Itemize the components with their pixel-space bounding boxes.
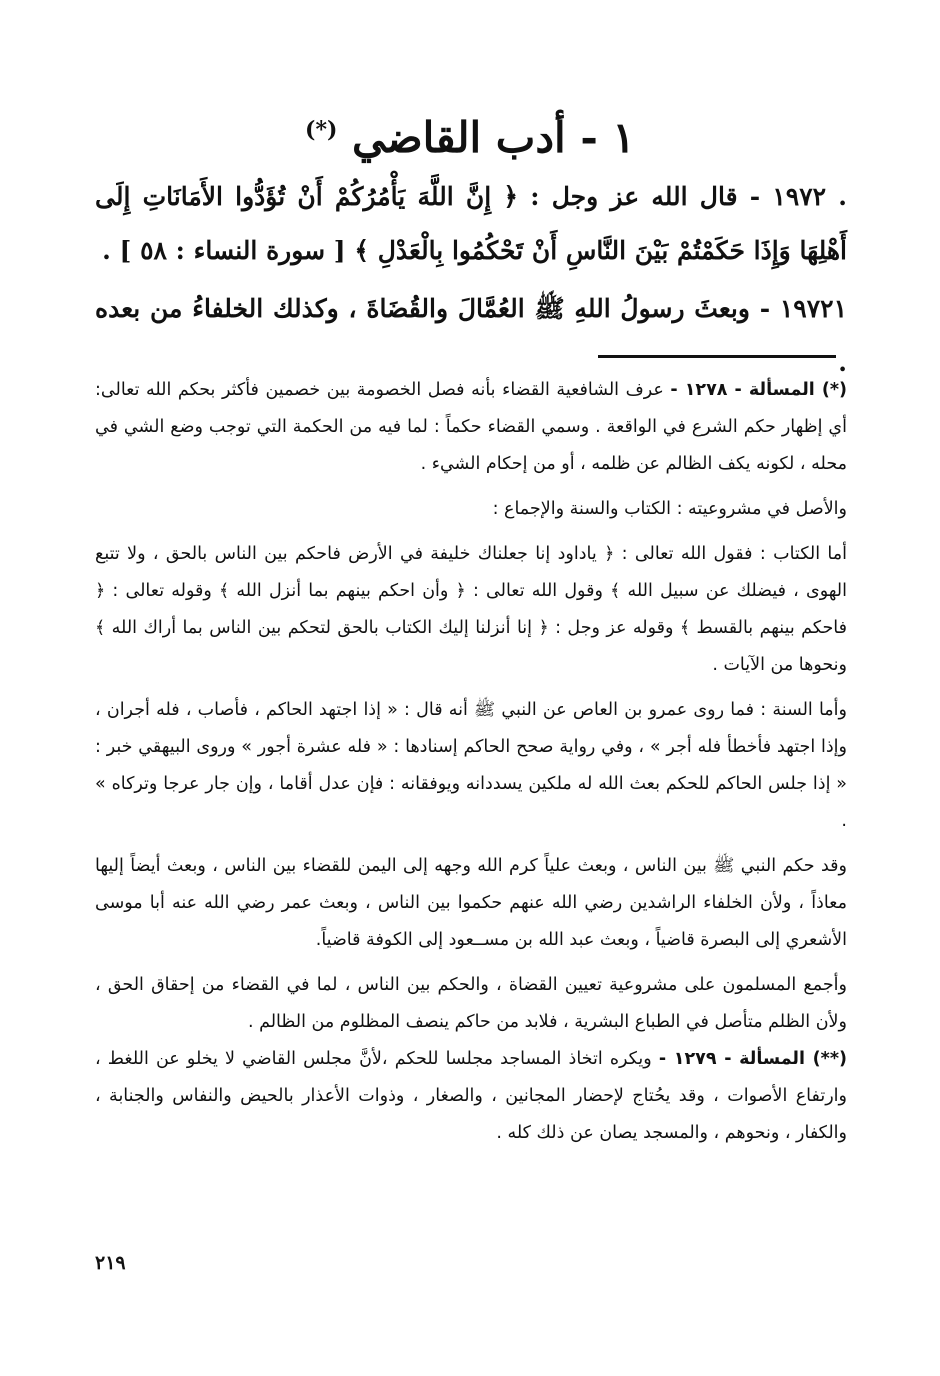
footnote-ijma: وأجمع المسلمون على مشروعية تعيين القضاة ، والحكم بين الناس ، لما في القضاء من إحقاق الحق ، ولأن الظلم متأصل في الطباع البشرية ، فلابد من حاكم ينصف المظلوم من الظالم .: [95, 975, 847, 1032]
footnotes: [95, 372, 847, 1160]
title-footnote-mark: (*): [305, 117, 338, 143]
footnote-1279: [95, 1041, 847, 1152]
footnote-asl: والأصل في مشروعيته : الكتاب والسنة والإجماع :: [492, 499, 847, 519]
main-paragraph-19721: ١٩٧٢١ - وبعثَ رسولُ اللهِ ﷺ العُمَّالَ والقُضَاةَ ، وكذلك الخلفاءُ من بعده .: [95, 294, 847, 377]
footnote-sunna: وأما السنة : فما روى عمرو بن العاص عن النبي ﷺ أنه قال : « إذا اجتهد الحاكم ، فأصاب ، فله أجران ، وإذا اجتهد فأخطأ فله أجر » ، وفي رواية صحح الحاكم إسنادها : « فله عشرة أجور » وروى البيهقي خبر : « إذا جلس الحاكم للحكم بعث الله له ملكين يسددانه ويوفقانه : فإن عدل أقاما ، وإن جار عرجا وتركاه » .: [95, 700, 847, 831]
footnote-separator: [598, 355, 836, 358]
chapter-title-text: ١ - أدب القاضي: [352, 113, 635, 162]
page-number: ٢١٩: [95, 1252, 126, 1274]
footnote-1278: [95, 372, 847, 483]
footnote-1278-label: (*) المسألة - ١٢٧٨ -: [670, 380, 847, 400]
footnote-hukm: وقد حكم النبي ﷺ بين الناس ، وبعث علياً كرم الله وجهه إلى اليمن للقضاء بين الناس ، وبعث أيضاً إليها معاذاً ، ولأن الخلفاء الراشدين رضي الله عنهم حكموا بين الناس ، وبعث عمر رضي الله عنه أبا موسى الأشعري إلى البصرة قاضياً ، وبعث عبد الله بن مســعود إلى الكوفة قاضياً.: [95, 856, 847, 950]
main-paragraph-1972: . ١٩٧٢ - قال الله عز وجل : ﴿ إِنَّ اللَّهَ يَأْمُرُكُمْ أَنْ تُؤَدُّوا الأَمَانَاتِ إِلَى أَهْلِهَا وَإِذَا حَكَمْتُمْ بَيْنَ النَّاسِ أَنْ تَحْكُمُوا بِالْعَدْلِ ﴾ [ سورة النساء : ٥٨ ] .: [95, 182, 847, 265]
footnote-1279-label: (**) المسألة - ١٢٧٩ -: [658, 1049, 847, 1069]
footnote-1279-text: ويكره اتخاذ المساجد مجلسا للحكم ،لأنَّ مجلس القاضي لا يخلو عن اللغط ، وارتفاع الأصوات ، وقد يحُتاج لإحضار المجانين ، والصغار ، وذوات الأعذار بالحيض والنفاس والجنابة ، والكفار ، ونحوهم ، والمسجد يصان عن ذلك كله .: [95, 1049, 847, 1143]
footnote-1278-text: عرف الشافعية القضاء بأنه فصل الخصومة بين خصمين فأكثر بحكم الله تعالى: أي إظهار حكم الشرع في الواقعة . وسمي القضاء حكماً : لما فيه من الحكمة التي توجب وضع الشي في محله ، لكونه يكف الظالم عن ظلمه ، أو من إحكام الشيء .: [95, 380, 847, 474]
footnote-kitab: أما الكتاب : فقول الله تعالى : ﴿ ياداود إنا جعلناك خليفة في الأرض فاحكم بين الناس بالحق ، ولا تتبع الهوى ، فيضلك عن سبيل الله ﴾ وقول الله تعالى : ﴿ وأن احكم بينهم بما أنزل الله ﴾ وقوله تعالى : ﴿ فاحكم بينهم بالقسط ﴾ وقوله عز وجل : ﴿ إنا أنزلنا إليك الكتاب بالحق لتحكم بين الناس بما أراك الله ﴾ ونحوها من الآيات .: [95, 544, 847, 675]
chapter-title: [0, 100, 940, 168]
